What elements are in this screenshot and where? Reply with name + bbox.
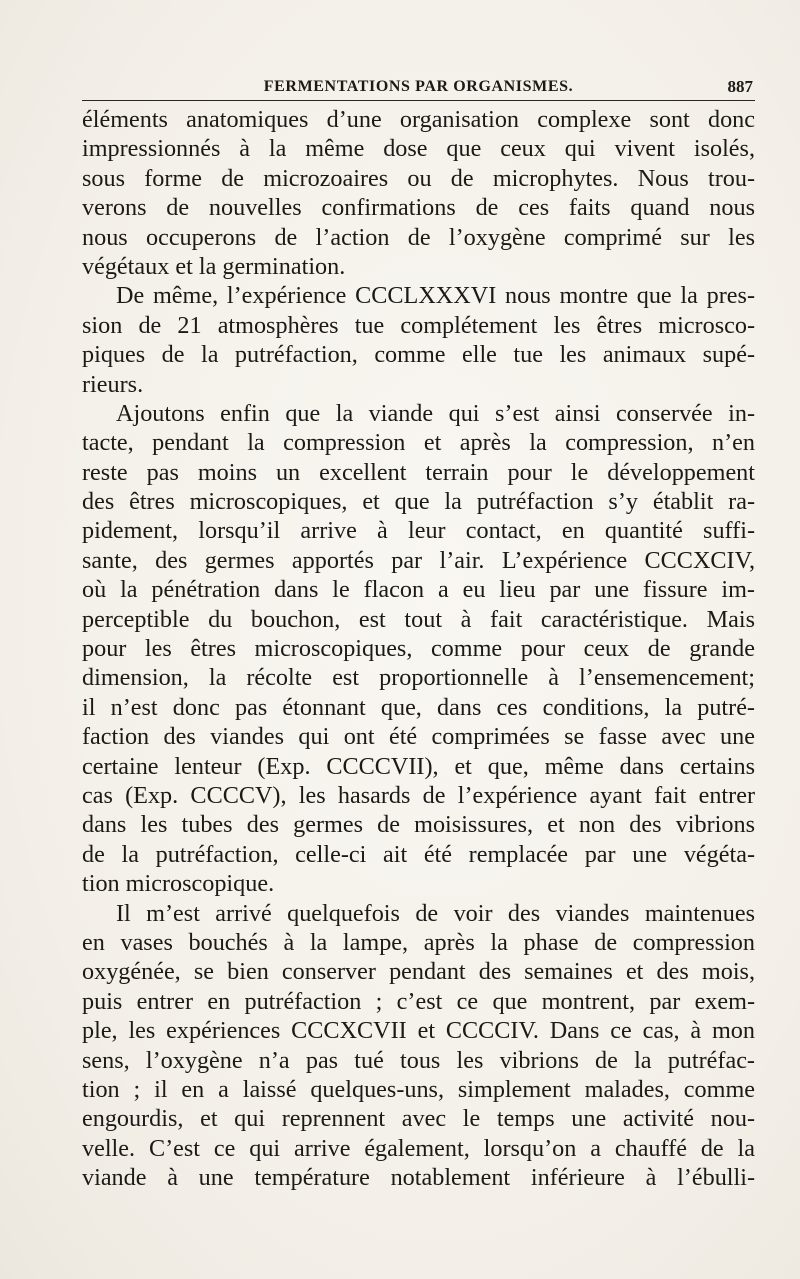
text-line: perceptible du bouchon, est tout à fait caractéristique. Mais <box>82 605 755 633</box>
text-line: tacte, pendant la compression et après la compression, n’en <box>82 429 755 457</box>
paragraph-4 <box>82 899 755 1193</box>
text-line: dans les tubes des germes de moisissures, et non des vibrions <box>82 811 755 839</box>
text-line: De même, l’expérience CCCLXXXVI nous montre que la pres- <box>116 282 755 310</box>
text-line: nous occuperons de l’action de l’oxygène comprimé sur les <box>82 223 755 251</box>
text-line: puis entrer en putréfaction ; c’est ce que montrent, par exem- <box>82 987 755 1015</box>
paragraph-1 <box>82 105 755 281</box>
text-line: verons de nouvelles confirmations de ces faits quand nous <box>82 194 755 222</box>
text-line: pour les êtres microscopiques, comme pour ceux de grande <box>82 635 755 663</box>
text-line: sens, l’oxygène n’a pas tué tous les vibrions de la putréfac- <box>82 1046 755 1074</box>
text-line: en vases bouchés à la lampe, après la phase de compression <box>82 928 755 956</box>
text-line: il n’est donc pas étonnant que, dans ces conditions, la putré- <box>82 693 755 721</box>
text-line: certaine lenteur (Exp. CCCCVII), et que, même dans certains <box>82 752 755 780</box>
text-line: de la putréfaction, celle-ci ait été remplacée par une végéta- <box>82 840 755 868</box>
text-line: sante, des germes apportés par l’air. L’expérience CCCXCIV, <box>82 546 755 574</box>
text-line: éléments anatomiques d’une organisation complexe sont donc <box>82 106 755 133</box>
text-line: velle. C’est ce qui arrive également, lorsqu’on a chauffé de la <box>82 1134 755 1162</box>
text-line: des êtres microscopiques, et que la putréfaction s’y établit ra- <box>82 488 755 516</box>
running-head: FERMENTATIONS PAR ORGANISMES. <box>263 78 574 95</box>
text-line: rieurs. <box>82 370 144 398</box>
page-header <box>82 76 755 101</box>
text-line: piques de la putréfaction, comme elle tue les animaux supé- <box>82 341 755 369</box>
text-line: tion microscopique. <box>82 870 275 898</box>
paragraph-2 <box>82 281 755 399</box>
text-line: tion ; il en a laissé quelques-uns, simplement malades, comme <box>82 1075 755 1103</box>
text-line: engourdis, et qui reprennent avec le temps une activité nou- <box>82 1105 755 1133</box>
text-line: cas (Exp. CCCCV), les hasards de l’expérience ayant fait entrer <box>82 781 755 809</box>
text-line: impressionnés à la même dose que ceux qui vivent isolés, <box>82 135 755 163</box>
text-line: pidement, lorsqu’il arrive à leur contact, en quantité suffi- <box>82 517 755 545</box>
text-line: sion de 21 atmosphères tue complétement les êtres microsco- <box>82 311 755 339</box>
text-line: ple, les expériences CCCXCVII et CCCCIV. Dans ce cas, à mon <box>82 1017 755 1045</box>
text-line: faction des viandes qui ont été comprimées se fasse avec une <box>82 723 755 751</box>
page-number: 887 <box>727 77 753 96</box>
text-line: viande à une température notablement inférieure à l’ébulli- <box>82 1164 755 1192</box>
paragraph-3 <box>82 399 755 899</box>
text-line: reste pas moins un excellent terrain pour le développement <box>82 458 755 486</box>
body-text <box>82 105 755 1192</box>
text-line: végétaux et la germination. <box>82 252 346 280</box>
text-line: dimension, la récolte est proportionnelle à l’ensemencement; <box>82 664 755 692</box>
text-line: où la pénétration dans le flacon a eu lieu par une fissure im- <box>82 576 755 604</box>
text-line: oxygénée, se bien conserver pendant des semaines et des mois, <box>82 958 755 986</box>
text-line: sous forme de microzoaires ou de microphytes. Nous trou- <box>82 164 755 192</box>
text-line: Il m’est arrivé quelquefois de voir des viandes maintenues <box>116 899 755 927</box>
text-line: Ajoutons enfin que la viande qui s’est ainsi conservée in- <box>116 399 755 427</box>
